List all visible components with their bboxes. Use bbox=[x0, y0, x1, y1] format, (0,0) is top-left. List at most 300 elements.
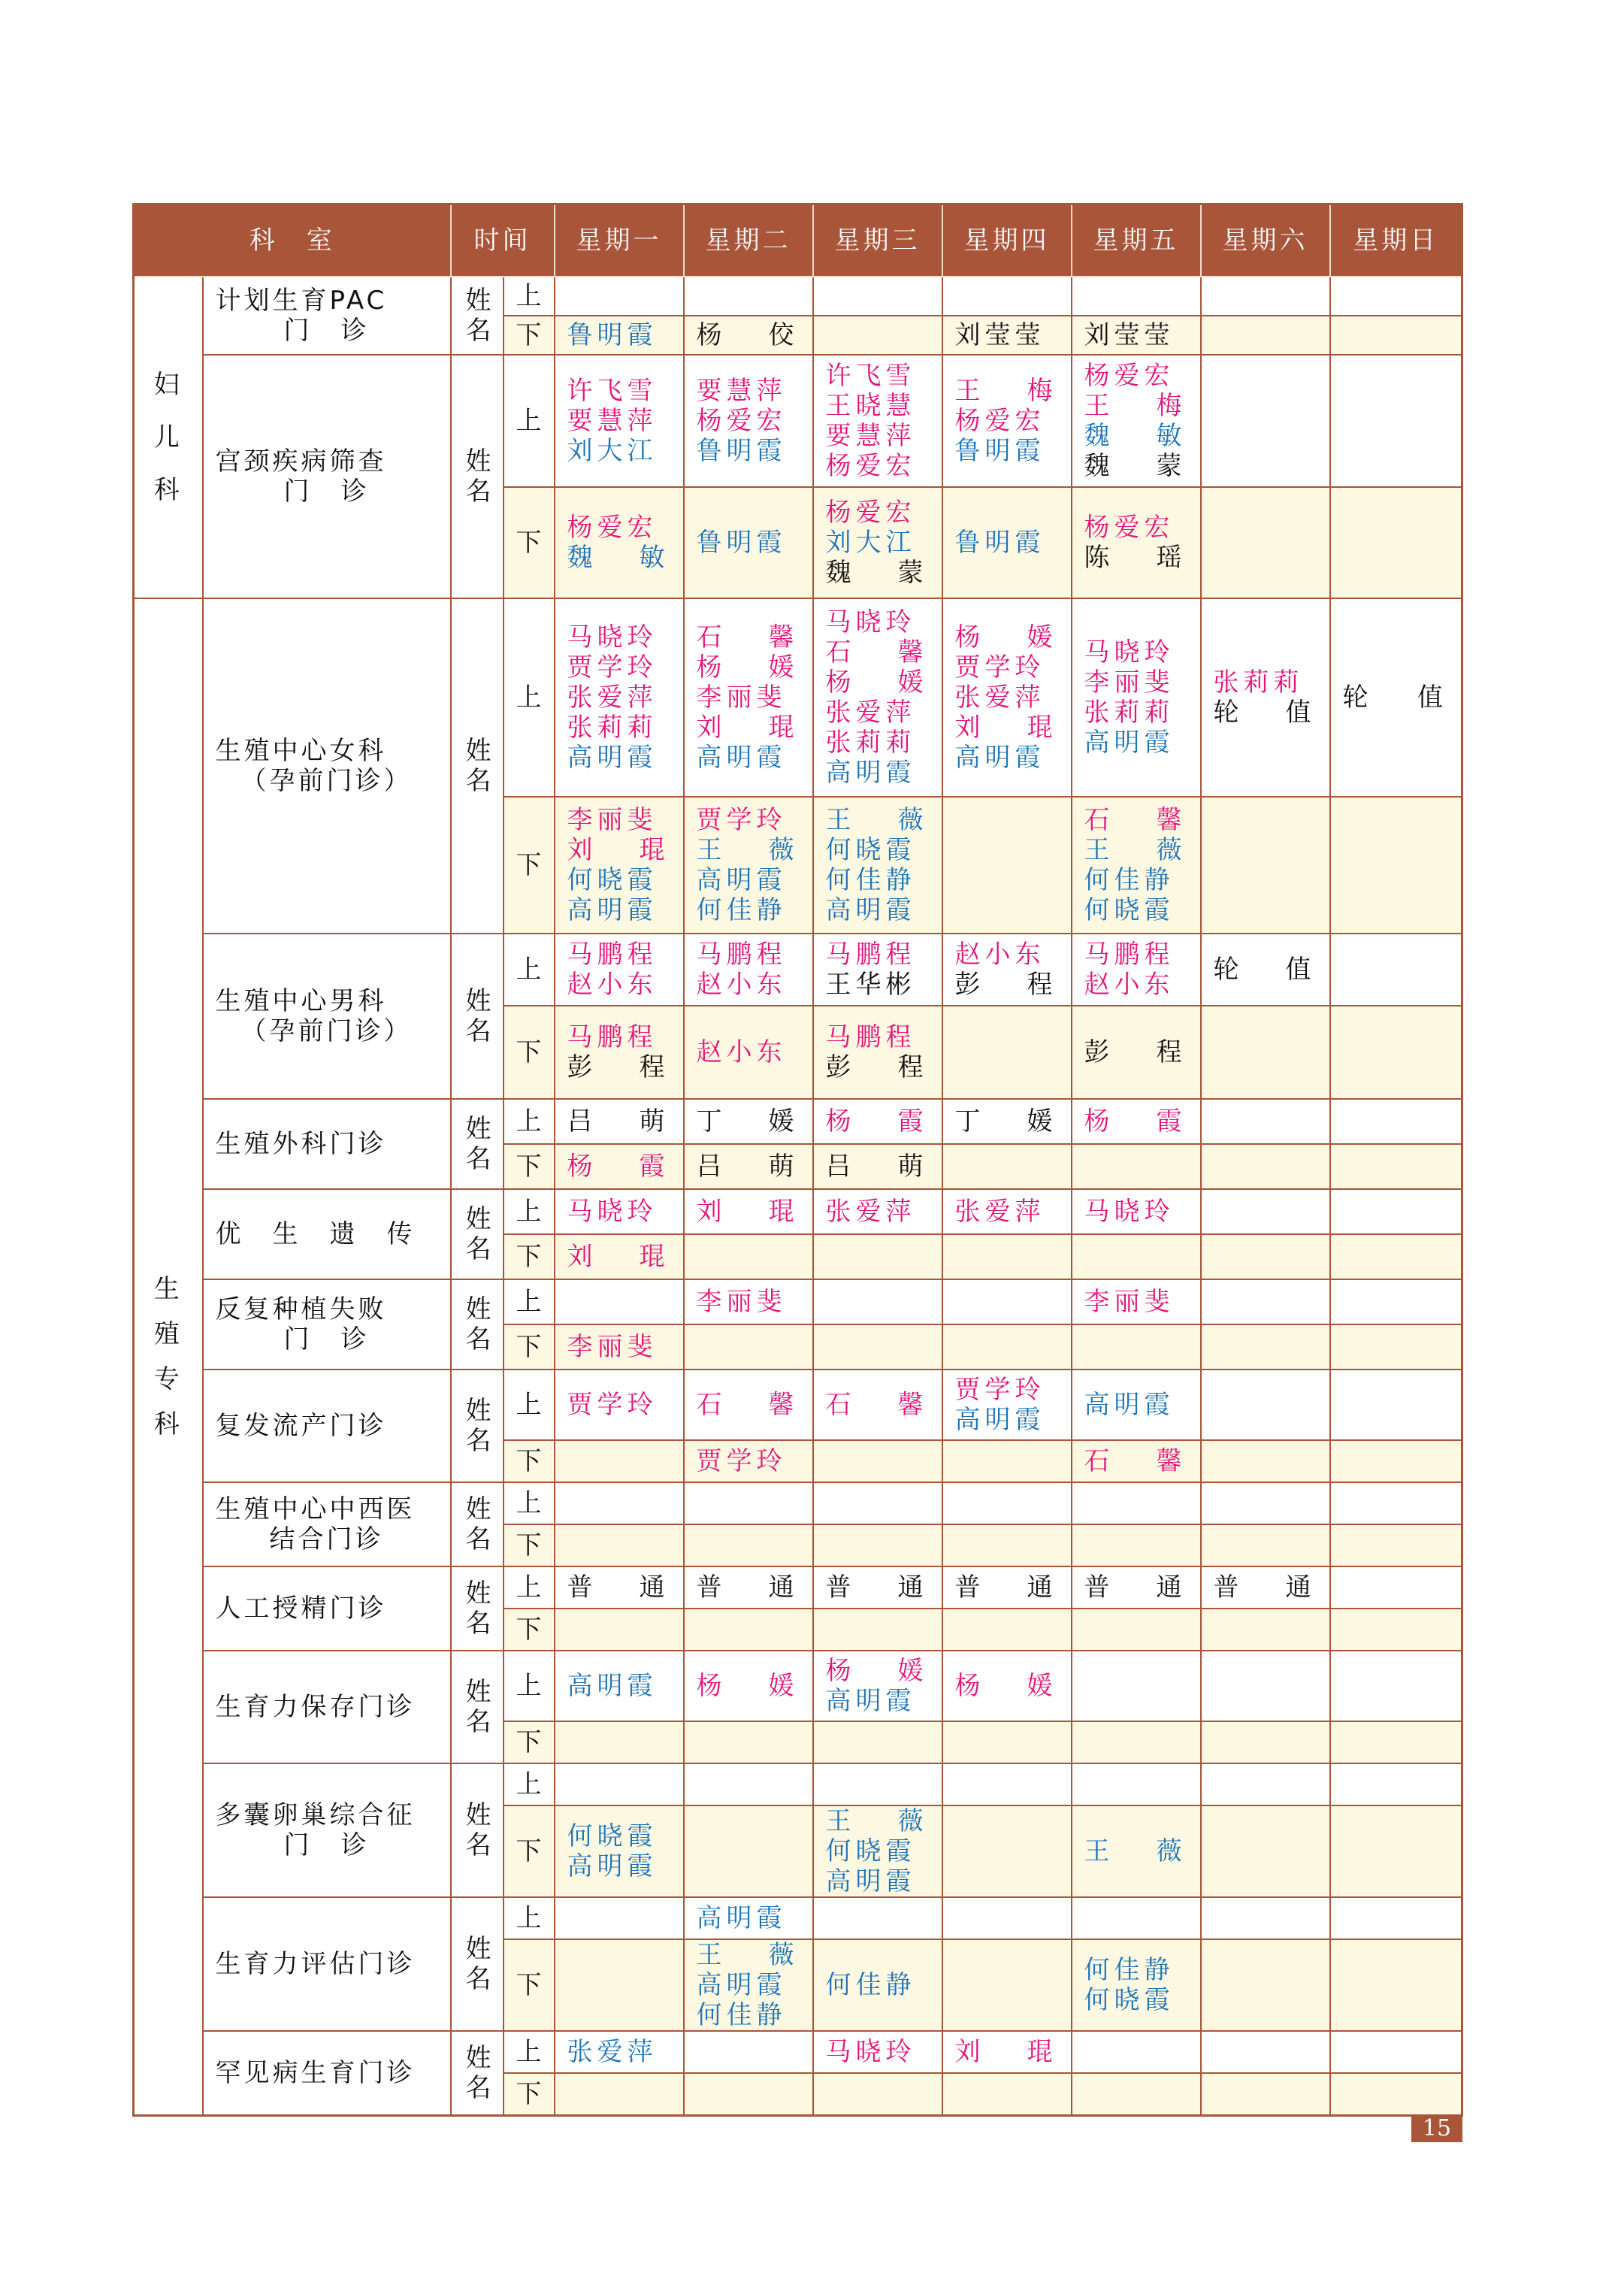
morning-label: 上 bbox=[504, 1482, 555, 1524]
doctor-name: 马晓玲 bbox=[567, 1197, 658, 1227]
schedule-cell bbox=[1201, 1099, 1330, 1144]
department-char: 专 bbox=[153, 1363, 183, 1394]
schedule-cell bbox=[1072, 316, 1201, 355]
header-day-wed: 星期三 bbox=[813, 204, 942, 277]
header-row bbox=[134, 204, 1462, 277]
doctor-name: 张爱萍 bbox=[825, 1197, 916, 1227]
schedule-cell bbox=[684, 316, 813, 355]
doctor-name: 彭 程 bbox=[567, 1052, 668, 1082]
doctor-name: 李丽斐 bbox=[567, 1332, 658, 1362]
doctor-name: 何晓霞 bbox=[567, 865, 658, 895]
doctor-name: 杨 佼 bbox=[696, 320, 797, 350]
schedule-cell bbox=[1072, 1099, 1201, 1144]
doctor-name: 高明霞 bbox=[954, 743, 1045, 773]
doctor-name: 贾学玲 bbox=[567, 1390, 658, 1420]
schedule-cell bbox=[555, 1324, 684, 1370]
name-label-text: 姓名 bbox=[465, 1578, 491, 1639]
schedule-cell bbox=[813, 316, 942, 355]
doctor-name: 要慧萍 bbox=[567, 406, 658, 436]
schedule-cell bbox=[684, 797, 813, 934]
doctor-name: 马鹏程 bbox=[1084, 940, 1175, 970]
morning-label: 上 bbox=[504, 1279, 555, 1324]
name-label bbox=[451, 355, 504, 598]
doctor-name: 杨爱宏 bbox=[825, 498, 916, 528]
schedule-cell bbox=[555, 1440, 684, 1482]
schedule-cell bbox=[942, 1370, 1072, 1440]
clinic-name-line: 生育力保存门诊 bbox=[215, 1692, 416, 1722]
doctor-name: 高明霞 bbox=[696, 1970, 787, 2000]
doctor-name: 魏 敏 bbox=[1084, 421, 1185, 451]
clinic-name-line: 罕见病生育门诊 bbox=[215, 2057, 416, 2088]
schedule-cell bbox=[555, 355, 684, 487]
doctor-name: 高明霞 bbox=[1084, 728, 1175, 758]
afternoon-label: 下 bbox=[504, 1609, 555, 1651]
schedule-cell bbox=[1330, 1099, 1462, 1144]
schedule-cell bbox=[1330, 1189, 1462, 1234]
schedule-row bbox=[134, 934, 1462, 1006]
clinic-name-line: 人工授精门诊 bbox=[215, 1594, 387, 1624]
department-char: 科 bbox=[153, 1409, 183, 1439]
schedule-cell bbox=[1072, 1609, 1201, 1651]
header-day-sat: 星期六 bbox=[1201, 204, 1330, 277]
morning-label: 上 bbox=[504, 277, 555, 316]
clinic-name bbox=[203, 1370, 451, 1482]
doctor-name: 贾学玲 bbox=[567, 652, 658, 683]
schedule-cell bbox=[813, 1279, 942, 1324]
doctor-name: 杨 媛 bbox=[825, 1656, 927, 1686]
schedule-cell bbox=[684, 1324, 813, 1370]
doctor-name: 杨 媛 bbox=[954, 622, 1056, 652]
clinic-name bbox=[203, 1897, 451, 2031]
doctor-name: 鲁明霞 bbox=[696, 528, 787, 558]
name-label-text: 姓名 bbox=[465, 1396, 491, 1456]
schedule-cell bbox=[813, 1370, 942, 1440]
doctor-name: 魏 蒙 bbox=[1084, 451, 1185, 481]
schedule-cell bbox=[942, 1651, 1072, 1721]
schedule-row bbox=[134, 1566, 1462, 1609]
doctor-name: 刘 琨 bbox=[954, 713, 1056, 743]
schedule-cell bbox=[684, 1763, 813, 1805]
schedule-cell bbox=[813, 1939, 942, 2031]
schedule-cell bbox=[813, 1566, 942, 1609]
schedule-cell bbox=[813, 1524, 942, 1566]
schedule-cell bbox=[684, 1279, 813, 1324]
header-day-fri: 星期五 bbox=[1072, 204, 1201, 277]
schedule-cell bbox=[1072, 1279, 1201, 1324]
clinic-name-line: 生殖中心中西医 bbox=[215, 1494, 416, 1524]
doctor-name: 王 薇 bbox=[825, 1806, 927, 1836]
schedule-cell bbox=[813, 1721, 942, 1763]
doctor-name: 许飞雪 bbox=[825, 361, 916, 391]
schedule-cell bbox=[684, 1440, 813, 1482]
name-label bbox=[451, 934, 504, 1099]
doctor-name: 轮 值 bbox=[1213, 698, 1314, 728]
schedule-row bbox=[134, 1370, 1462, 1440]
doctor-name: 马晓玲 bbox=[1084, 1197, 1175, 1227]
name-label-text: 姓名 bbox=[465, 286, 491, 346]
schedule-cell bbox=[684, 1609, 813, 1651]
doctor-name: 王 薇 bbox=[825, 805, 927, 835]
schedule-cell bbox=[1072, 1324, 1201, 1370]
schedule-cell bbox=[1330, 1566, 1462, 1609]
name-label bbox=[451, 1482, 504, 1566]
schedule-row bbox=[134, 1763, 1462, 1805]
doctor-name: 杨 媛 bbox=[954, 1671, 1056, 1701]
clinic-name-line: 生殖外科门诊 bbox=[215, 1129, 387, 1159]
clinic-name-line: 门 诊 bbox=[283, 1830, 370, 1860]
schedule-cell bbox=[684, 1482, 813, 1524]
name-label-text: 姓名 bbox=[465, 446, 491, 507]
doctor-name: 何佳静 bbox=[825, 1970, 916, 2000]
clinic-name-line: 反复种植失败 bbox=[215, 1294, 387, 1324]
doctor-name: 张爱萍 bbox=[567, 683, 658, 713]
schedule-cell bbox=[1330, 277, 1462, 316]
doctor-name: 贾学玲 bbox=[696, 1446, 787, 1476]
name-label bbox=[451, 2031, 504, 2115]
schedule-cell bbox=[684, 1651, 813, 1721]
schedule-cell bbox=[942, 934, 1072, 1006]
schedule-cell bbox=[942, 797, 1072, 934]
doctor-name: 杨爱宏 bbox=[1084, 513, 1175, 543]
doctor-name: 王 薇 bbox=[696, 1940, 797, 1970]
doctor-name: 刘莹莹 bbox=[954, 320, 1045, 350]
schedule-cell bbox=[813, 1144, 942, 1189]
schedule-cell bbox=[684, 2031, 813, 2073]
doctor-name: 何佳静 bbox=[696, 895, 787, 925]
doctor-name: 高明霞 bbox=[696, 865, 787, 895]
doctor-name: 普 通 bbox=[1084, 1572, 1185, 1603]
schedule-cell bbox=[1201, 2073, 1330, 2115]
doctor-name: 贾学玲 bbox=[954, 1375, 1045, 1405]
doctor-name: 要慧萍 bbox=[825, 421, 916, 451]
doctor-name: 鲁明霞 bbox=[696, 436, 787, 466]
schedule-cell bbox=[1330, 1763, 1462, 1805]
doctor-name: 马鹏程 bbox=[825, 940, 916, 970]
clinic-name-line: 优 生 遗 传 bbox=[215, 1219, 416, 1249]
schedule-cell bbox=[1201, 1324, 1330, 1370]
afternoon-label: 下 bbox=[504, 1440, 555, 1482]
doctor-name: 石 馨 bbox=[825, 637, 927, 667]
schedule-cell bbox=[1072, 1651, 1201, 1721]
clinic-name bbox=[203, 598, 451, 934]
schedule-cell bbox=[1330, 797, 1462, 934]
schedule-cell bbox=[942, 1524, 1072, 1566]
schedule-cell bbox=[942, 1144, 1072, 1189]
name-label bbox=[451, 1651, 504, 1763]
schedule-cell bbox=[1201, 277, 1330, 316]
clinic-name-line: 生殖中心男科 bbox=[215, 986, 387, 1016]
schedule-cell bbox=[1330, 598, 1462, 797]
doctor-name: 普 通 bbox=[567, 1572, 668, 1603]
clinic-name bbox=[203, 277, 451, 355]
doctor-name: 张莉莉 bbox=[1213, 667, 1304, 698]
afternoon-label: 下 bbox=[504, 487, 555, 598]
doctor-name: 轮 值 bbox=[1213, 955, 1314, 985]
name-label-text: 姓名 bbox=[465, 1494, 491, 1554]
schedule-cell bbox=[684, 1897, 813, 1939]
doctor-name: 石 馨 bbox=[825, 1390, 927, 1420]
schedule-cell bbox=[1330, 1370, 1462, 1440]
header-day-sun: 星期日 bbox=[1330, 204, 1462, 277]
name-label bbox=[451, 1566, 504, 1651]
doctor-name: 何晓霞 bbox=[1084, 895, 1175, 925]
doctor-name: 刘 琨 bbox=[696, 1197, 797, 1227]
schedule-cell bbox=[684, 2073, 813, 2115]
schedule-cell bbox=[942, 598, 1072, 797]
clinic-name-line: 门 诊 bbox=[283, 1324, 370, 1354]
schedule-cell bbox=[813, 1609, 942, 1651]
schedule-cell bbox=[684, 1006, 813, 1099]
doctor-name: 赵小东 bbox=[696, 1037, 787, 1067]
schedule-cell bbox=[1072, 1763, 1201, 1805]
schedule-cell bbox=[555, 1609, 684, 1651]
department-char: 妇 bbox=[153, 370, 183, 400]
doctor-name: 杨 媛 bbox=[696, 652, 797, 683]
schedule-cell bbox=[1330, 1939, 1462, 2031]
morning-label: 上 bbox=[504, 1189, 555, 1234]
doctor-name: 杨 霞 bbox=[567, 1152, 668, 1182]
schedule-cell bbox=[1201, 1524, 1330, 1566]
afternoon-label: 下 bbox=[504, 1721, 555, 1763]
schedule-cell bbox=[1201, 797, 1330, 934]
schedule-cell bbox=[813, 1006, 942, 1099]
doctor-name: 刘 琨 bbox=[567, 835, 668, 865]
schedule-cell bbox=[1072, 1939, 1201, 2031]
schedule-cell bbox=[813, 1099, 942, 1144]
name-label-text: 姓名 bbox=[465, 2042, 491, 2103]
doctor-name: 石 馨 bbox=[1084, 805, 1185, 835]
schedule-cell bbox=[555, 1566, 684, 1609]
schedule-cell bbox=[942, 1805, 1072, 1897]
schedule-cell bbox=[1072, 1897, 1201, 1939]
schedule-cell bbox=[942, 277, 1072, 316]
doctor-name: 王 梅 bbox=[1084, 391, 1185, 421]
schedule-cell bbox=[1072, 1805, 1201, 1897]
schedule-cell bbox=[555, 1234, 684, 1279]
schedule-cell bbox=[1072, 797, 1201, 934]
schedule-cell bbox=[1072, 1524, 1201, 1566]
clinic-name-line: （孕前门诊） bbox=[240, 1016, 413, 1046]
doctor-name: 何晓霞 bbox=[825, 835, 916, 865]
schedule-cell bbox=[1072, 934, 1201, 1006]
department-char: 殖 bbox=[153, 1318, 183, 1349]
doctor-name: 杨 霞 bbox=[1084, 1106, 1185, 1136]
schedule-cell bbox=[1201, 2031, 1330, 2073]
doctor-name: 石 馨 bbox=[696, 1390, 797, 1420]
schedule-cell bbox=[1330, 1651, 1462, 1721]
doctor-name: 马晓玲 bbox=[567, 622, 658, 652]
doctor-name: 王晓慧 bbox=[825, 391, 916, 421]
clinic-name bbox=[203, 1279, 451, 1370]
schedule-cell bbox=[1330, 355, 1462, 487]
doctor-name: 丁 媛 bbox=[954, 1106, 1056, 1136]
schedule-cell bbox=[942, 1279, 1072, 1324]
schedule-table-wrapper bbox=[132, 203, 1461, 2117]
clinic-name bbox=[203, 1099, 451, 1189]
morning-label: 上 bbox=[504, 1763, 555, 1805]
schedule-cell bbox=[1201, 1609, 1330, 1651]
schedule-cell bbox=[813, 1805, 942, 1897]
doctor-name: 李丽斐 bbox=[567, 805, 658, 835]
doctor-name: 李丽斐 bbox=[696, 1287, 787, 1317]
schedule-cell bbox=[1072, 355, 1201, 487]
schedule-cell bbox=[813, 277, 942, 316]
schedule-cell bbox=[942, 1440, 1072, 1482]
schedule-cell bbox=[1201, 934, 1330, 1006]
clinic-name-line: 宫颈疾病筛查 bbox=[215, 446, 387, 477]
header-day-tue: 星期二 bbox=[684, 204, 813, 277]
schedule-cell bbox=[555, 316, 684, 355]
schedule-cell bbox=[1201, 1370, 1330, 1440]
schedule-cell bbox=[1201, 1234, 1330, 1279]
morning-label: 上 bbox=[504, 2031, 555, 2073]
schedule-cell bbox=[1201, 1897, 1330, 1939]
schedule-cell bbox=[555, 1651, 684, 1721]
schedule-row bbox=[134, 1099, 1462, 1144]
name-label-text: 姓名 bbox=[465, 1934, 491, 1994]
schedule-cell bbox=[684, 934, 813, 1006]
morning-label: 上 bbox=[504, 1099, 555, 1144]
doctor-name: 彭 程 bbox=[825, 1052, 927, 1082]
schedule-cell bbox=[1201, 1482, 1330, 1524]
doctor-name: 刘 琨 bbox=[696, 713, 797, 743]
doctor-name: 赵小东 bbox=[1084, 970, 1175, 1000]
page-number: 15 bbox=[1411, 2115, 1462, 2142]
doctor-name: 鲁明霞 bbox=[567, 320, 658, 350]
doctor-name: 吕 萌 bbox=[567, 1106, 668, 1136]
schedule-cell bbox=[1330, 1144, 1462, 1189]
schedule-cell bbox=[555, 934, 684, 1006]
schedule-cell bbox=[555, 1524, 684, 1566]
schedule-cell bbox=[1330, 1721, 1462, 1763]
afternoon-label: 下 bbox=[504, 1324, 555, 1370]
doctor-name: 刘莹莹 bbox=[1084, 320, 1175, 350]
name-label bbox=[451, 1099, 504, 1189]
doctor-name: 杨 媛 bbox=[696, 1671, 797, 1701]
schedule-cell bbox=[555, 277, 684, 316]
name-label-text: 姓名 bbox=[465, 1114, 491, 1174]
schedule-cell bbox=[1072, 2073, 1201, 2115]
doctor-name: 高明霞 bbox=[825, 1866, 916, 1896]
clinic-schedule-table bbox=[132, 203, 1463, 2117]
doctor-name: 张爱萍 bbox=[825, 698, 916, 728]
doctor-name: 高明霞 bbox=[696, 743, 787, 773]
doctor-name: 张爱萍 bbox=[567, 2037, 658, 2067]
schedule-cell bbox=[1330, 1609, 1462, 1651]
clinic-name bbox=[203, 2031, 451, 2115]
schedule-row bbox=[134, 2031, 1462, 2073]
doctor-name: 杨爱宏 bbox=[825, 451, 916, 481]
clinic-name bbox=[203, 1189, 451, 1279]
doctor-name: 马晓玲 bbox=[825, 2037, 916, 2067]
schedule-cell bbox=[684, 1939, 813, 2031]
schedule-cell bbox=[1072, 1006, 1201, 1099]
schedule-cell bbox=[555, 2073, 684, 2115]
doctor-name: 魏 蒙 bbox=[825, 558, 927, 588]
doctor-name: 王 梅 bbox=[954, 376, 1056, 406]
schedule-cell bbox=[684, 277, 813, 316]
doctor-name: 张莉莉 bbox=[1084, 698, 1175, 728]
schedule-cell bbox=[942, 1006, 1072, 1099]
schedule-cell bbox=[684, 1721, 813, 1763]
schedule-cell bbox=[555, 487, 684, 598]
doctor-name: 贾学玲 bbox=[696, 805, 787, 835]
schedule-cell bbox=[1072, 1234, 1201, 1279]
doctor-name: 高明霞 bbox=[567, 743, 658, 773]
schedule-cell bbox=[813, 1482, 942, 1524]
schedule-cell bbox=[1072, 1566, 1201, 1609]
schedule-cell bbox=[684, 598, 813, 797]
schedule-cell bbox=[942, 355, 1072, 487]
schedule-cell bbox=[555, 1006, 684, 1099]
doctor-name: 普 通 bbox=[954, 1572, 1056, 1603]
doctor-name: 高明霞 bbox=[567, 1671, 658, 1701]
afternoon-label: 下 bbox=[504, 2073, 555, 2115]
schedule-cell bbox=[813, 1651, 942, 1721]
schedule-cell bbox=[1201, 1939, 1330, 2031]
name-label-text: 姓名 bbox=[465, 986, 491, 1046]
schedule-cell bbox=[942, 316, 1072, 355]
department-char: 科 bbox=[153, 475, 183, 505]
doctor-name: 杨爱宏 bbox=[567, 513, 658, 543]
doctor-name: 杨 霞 bbox=[825, 1106, 927, 1136]
doctor-name: 鲁明霞 bbox=[954, 436, 1045, 466]
doctor-name: 高明霞 bbox=[825, 758, 916, 788]
doctor-name: 丁 媛 bbox=[696, 1106, 797, 1136]
name-label-text: 姓名 bbox=[465, 1677, 491, 1737]
schedule-cell bbox=[684, 1370, 813, 1440]
schedule-cell bbox=[1330, 1524, 1462, 1566]
doctor-name: 马鹏程 bbox=[567, 1022, 658, 1052]
schedule-cell bbox=[1201, 1189, 1330, 1234]
header-day-mon: 星期一 bbox=[555, 204, 684, 277]
schedule-cell bbox=[942, 2073, 1072, 2115]
doctor-name: 李丽斐 bbox=[696, 683, 787, 713]
schedule-cell bbox=[1201, 355, 1330, 487]
schedule-cell bbox=[1330, 1440, 1462, 1482]
clinic-name bbox=[203, 1482, 451, 1566]
schedule-cell bbox=[555, 1279, 684, 1324]
doctor-name: 何晓霞 bbox=[567, 1821, 658, 1851]
doctor-name: 许飞雪 bbox=[567, 376, 658, 406]
doctor-name: 何佳静 bbox=[1084, 1955, 1175, 1985]
doctor-name: 赵小东 bbox=[567, 970, 658, 1000]
doctor-name: 普 通 bbox=[825, 1572, 927, 1603]
doctor-name: 马鹏程 bbox=[567, 940, 658, 970]
schedule-cell bbox=[813, 598, 942, 797]
schedule-cell bbox=[942, 1189, 1072, 1234]
schedule-cell bbox=[813, 2031, 942, 2073]
schedule-cell bbox=[1201, 1144, 1330, 1189]
afternoon-label: 下 bbox=[504, 1144, 555, 1189]
schedule-cell bbox=[1330, 1234, 1462, 1279]
schedule-cell bbox=[942, 1763, 1072, 1805]
schedule-cell bbox=[555, 1897, 684, 1939]
schedule-cell bbox=[1330, 934, 1462, 1006]
schedule-cell bbox=[1072, 277, 1201, 316]
clinic-name bbox=[203, 1566, 451, 1651]
schedule-cell bbox=[1330, 1482, 1462, 1524]
schedule-row bbox=[134, 1651, 1462, 1721]
schedule-cell bbox=[813, 797, 942, 934]
header-dept: 科 室 bbox=[134, 204, 451, 277]
clinic-name bbox=[203, 355, 451, 598]
afternoon-label: 下 bbox=[504, 316, 555, 355]
schedule-cell bbox=[684, 1099, 813, 1144]
schedule-cell bbox=[942, 1721, 1072, 1763]
schedule-cell bbox=[555, 1805, 684, 1897]
schedule-cell bbox=[1072, 598, 1201, 797]
